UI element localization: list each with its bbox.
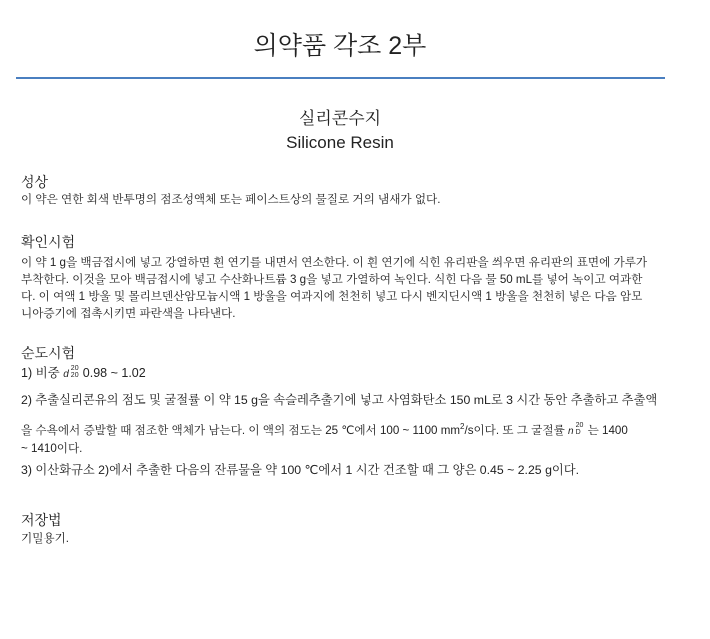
viscosity-line-2b: /s이다. 또 그 굴절률	[464, 423, 565, 437]
temperature-bottom: 20	[70, 371, 79, 379]
description-heading: 성상	[21, 174, 49, 190]
identification-text	[21, 254, 661, 322]
title-divider	[16, 77, 665, 79]
viscosity-line-3: ~ 1410이다.	[21, 441, 83, 455]
viscosity-line-2	[21, 418, 661, 440]
viscosity-line-1: 2) 추출실리콘유의 점도 및 굴절률 이 약 15 g을 속슬레추출기에 넣고 사염화탄소 150 mL로 3 시간 동안 추출하고 추출액	[21, 393, 658, 407]
viscosity-unit-superscript: 2	[460, 422, 465, 431]
refractive-index-fraction	[574, 421, 588, 438]
refractive-index-symbol: n	[568, 425, 574, 437]
monograph-name-korean: 실리콘수지	[298, 109, 382, 128]
identification-line-3: 다. 이 여액 1 방울 및 몰리브덴산암모늄시액 1 방울을 여과지에 천천히 넣고 다시 벤지딘시액 1 방울을 천천히 넣은 다음 암모	[21, 290, 643, 303]
viscosity-line-2c: 는 1400	[587, 423, 628, 437]
document-title: 의약품 각조 2부	[253, 32, 427, 60]
refractive-temp-top: 20	[575, 421, 584, 429]
purity-item-specific-gravity	[21, 365, 661, 383]
storage-text: 기밀용기.	[21, 532, 70, 545]
purity-item-viscosity	[21, 392, 661, 457]
viscosity-line-2a: 을 수욕에서 증발할 때 점조한 액체가 남는다. 이 액의 점도는 25 ℃에서 100 ~ 1100 mm	[21, 423, 461, 437]
specific-gravity-value: 0.98 ~ 1.02	[82, 366, 146, 380]
density-symbol: d	[63, 369, 69, 380]
temperature-fraction	[69, 364, 83, 381]
identification-line-4: 니아증기에 접촉시키면 파란색을 나타낸다.	[21, 307, 236, 320]
monograph-name-english: Silicone Resin	[286, 133, 394, 152]
refractive-line-bottom: D	[575, 428, 581, 436]
identification-line-2: 부착한다. 이것을 모아 백금접시에 넣고 수산화나트륨 3 g을 넣고 가열하여 녹인다. 식힌 다음 물 50 mL를 넣어 녹이고 여과한	[21, 273, 643, 286]
temperature-top: 20	[70, 364, 79, 372]
description-text: 이 약은 연한 회색 반투명의 점조성액체 또는 페이스트상의 물질로 거의 냄새가 없다.	[21, 193, 441, 206]
purity-heading: 순도시험	[21, 345, 76, 361]
purity-item-silicon-dioxide: 3) 이산화규소 2)에서 추출한 다음의 잔류물을 약 100 ℃에서 1 시간 건조할 때 그 양은 0.45 ~ 2.25 g이다.	[21, 463, 580, 477]
identification-line-1: 이 약 1 g을 백금접시에 넣고 강열하면 흰 연기를 내면서 연소한다. 이 흰 연기에 식힌 유리판을 씌우면 유리판의 표면에 가루가	[21, 256, 648, 269]
specific-gravity-label: 1) 비중	[21, 366, 60, 380]
storage-heading: 저장법	[21, 512, 62, 528]
identification-heading: 확인시험	[21, 234, 76, 250]
